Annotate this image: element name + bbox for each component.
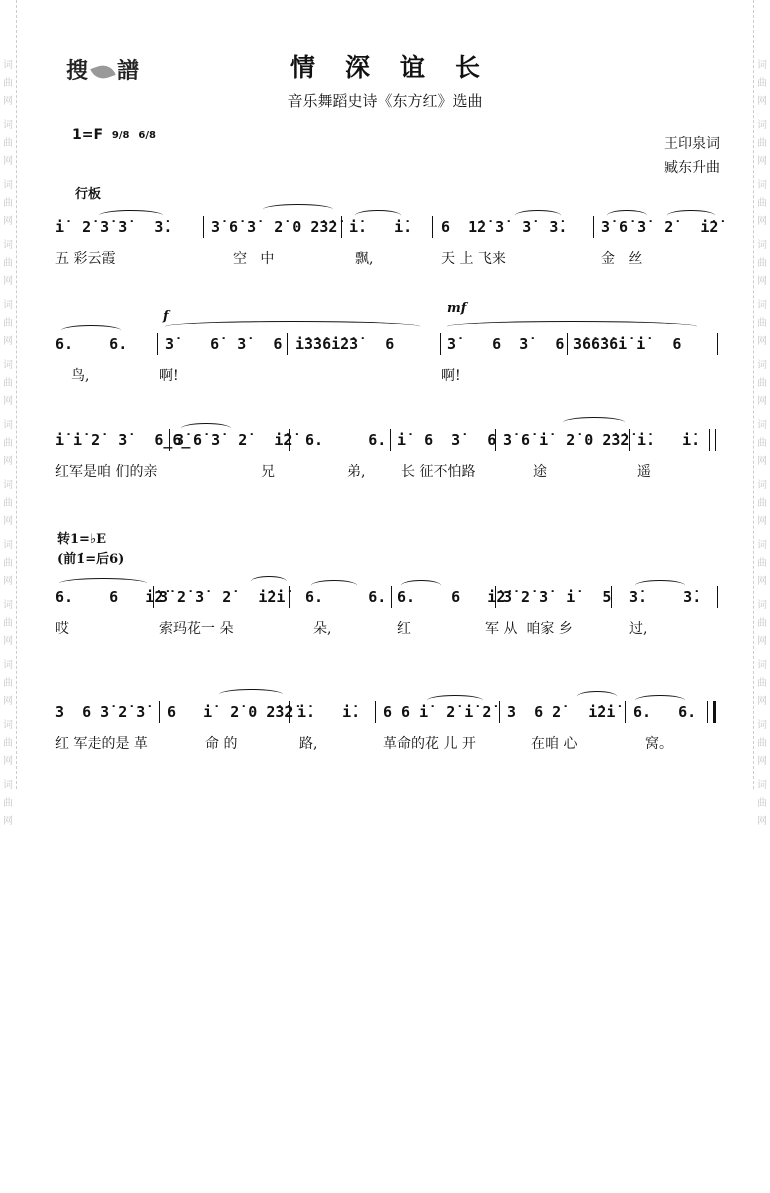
lyric: 途	[533, 464, 547, 480]
barline	[153, 586, 154, 608]
side-watermark-char: 网	[3, 456, 13, 467]
side-watermark-char: 曲	[3, 318, 13, 329]
side-watermark-char: 词	[757, 180, 767, 191]
side-watermark-char: 曲	[3, 78, 13, 89]
barline	[709, 429, 710, 451]
side-watermark-char: 曲	[757, 438, 767, 449]
side-watermark-char: 曲	[3, 438, 13, 449]
side-watermark-char: 词	[757, 480, 767, 491]
side-watermark-char: 词	[757, 660, 767, 671]
barline	[567, 333, 568, 355]
lyric: 飘,	[355, 251, 374, 267]
barline	[707, 701, 708, 723]
measure: i̇ 2̇ 3̇ 3̇ 3̇.	[55, 218, 173, 236]
side-watermark-char: 曲	[757, 258, 767, 269]
side-watermark-char: 网	[3, 756, 13, 767]
measure: 6. 6 i̇2̇	[397, 588, 506, 606]
side-watermark-char: 曲	[3, 738, 13, 749]
barline	[159, 701, 160, 723]
measure: 6. 6.	[305, 431, 387, 449]
measure: 6 1̇2̇ 3̇ 3̇ 3̇.	[441, 218, 568, 236]
side-watermark-char: 网	[3, 696, 13, 707]
side-watermark-char: 曲	[757, 138, 767, 149]
slur	[181, 423, 231, 434]
side-watermark-char: 词	[757, 540, 767, 551]
slur	[447, 321, 697, 332]
notes-row	[55, 214, 725, 240]
slur	[165, 321, 420, 332]
measure: 3̇ 6 3̇ 6	[447, 335, 565, 353]
measure: i̇ 6 3̇ 6	[397, 431, 497, 449]
side-watermark-char: 网	[3, 396, 13, 407]
measure: i̇. i̇.	[297, 703, 361, 721]
side-watermark-char: 网	[757, 216, 767, 227]
barline	[169, 429, 170, 451]
lyric: 红 军走的是 革	[55, 736, 148, 752]
logo-text-1: 搜	[66, 59, 90, 84]
side-watermark-char: 曲	[757, 678, 767, 689]
side-watermark-char: 词	[757, 240, 767, 251]
notes-row	[55, 699, 725, 725]
side-watermark-char: 词	[757, 300, 767, 311]
side-watermark-char: 词	[3, 120, 13, 131]
side-watermark-char: 网	[3, 276, 13, 287]
lyric: 啊!	[441, 368, 461, 384]
barline	[289, 701, 290, 723]
lyric: 朵,	[313, 621, 332, 637]
lyric: 红军是咱 们的亲	[55, 464, 158, 480]
measure: 3 6 3̇ 2̇ 3̇	[55, 703, 146, 721]
measure: 6. 6.	[55, 335, 128, 353]
slur	[515, 210, 561, 221]
lyric: 红	[397, 621, 411, 637]
measure: 6. 6.	[633, 703, 697, 721]
song-title: 情深谊长	[289, 53, 510, 82]
lyric: 五 彩云霞	[55, 251, 116, 267]
slur	[219, 689, 283, 700]
time-sig-1-value: 9/8	[111, 129, 130, 141]
side-watermark-char: 曲	[757, 738, 767, 749]
barline	[157, 333, 158, 355]
side-watermark-char: 网	[757, 576, 767, 587]
side-watermark-char: 曲	[757, 378, 767, 389]
side-watermark-char: 网	[757, 276, 767, 287]
side-watermark-char: 词	[757, 120, 767, 131]
barline	[289, 586, 290, 608]
slur	[263, 204, 333, 215]
lyric: 窝。	[645, 736, 673, 752]
measure: 3 6 2̇ i̇2̇i̇	[507, 703, 616, 721]
side-watermark-char: 网	[3, 156, 13, 167]
barline	[717, 586, 718, 608]
slur	[577, 691, 617, 702]
staff-line-1	[55, 214, 725, 270]
barline	[717, 333, 718, 355]
lyricist: 王印泉词	[664, 136, 720, 152]
slur	[59, 578, 147, 589]
lyric: 啊!	[159, 368, 179, 384]
barline	[440, 333, 441, 355]
side-watermark-char: 网	[757, 336, 767, 347]
slur	[635, 580, 685, 591]
side-watermark-char: 网	[757, 636, 767, 647]
side-watermark-char: 网	[3, 516, 13, 527]
side-watermark-char: 网	[3, 576, 13, 587]
measure: 6. 6 i̇2̇	[55, 588, 164, 606]
lyric: 哎	[55, 621, 69, 637]
measure: 3̇ 6̇ 3̇ 2̇ i̇2̇	[175, 431, 293, 449]
side-watermark-char: 网	[757, 696, 767, 707]
lyrics-row	[55, 365, 725, 387]
barline	[390, 429, 391, 451]
side-watermark-char: 词	[757, 720, 767, 731]
final-barline	[713, 701, 716, 723]
measure: 3̇ 2̇ 3̇ i̇ 5	[503, 588, 612, 606]
staff-line-4	[55, 584, 725, 640]
barline	[287, 333, 288, 355]
slur	[311, 580, 357, 591]
time-signature-2	[138, 131, 156, 140]
composer: 臧东升曲	[664, 160, 720, 176]
staff-line-2	[55, 301, 725, 387]
side-watermark-char: 曲	[757, 318, 767, 329]
notes-row	[55, 584, 725, 610]
side-watermark-char: 网	[757, 756, 767, 767]
side-watermark-char: 网	[3, 96, 13, 107]
barline	[341, 216, 342, 238]
side-watermark-char: 网	[3, 336, 13, 347]
barline	[715, 429, 716, 451]
side-watermark-char: 词	[3, 420, 13, 431]
measure: i̇3̇3̇6̇i̇2̇3̇ 6	[295, 335, 395, 353]
lyric: 革命的花 儿 开	[383, 736, 476, 752]
time-sig-2-value: 6/8	[138, 129, 156, 141]
barline	[593, 216, 594, 238]
lyric: 命 的	[205, 736, 238, 752]
side-watermark-char: 词	[3, 180, 13, 191]
side-watermark-char: 网	[3, 816, 13, 827]
measure: 3̇ 6̇ 3̇ 2̇ i̇2̇	[601, 218, 719, 236]
side-watermark-char: 网	[757, 396, 767, 407]
measure: 3̇ 6̇ i̇ 2̇ 0 2̇3̇2̇	[503, 431, 630, 449]
side-watermark-char: 词	[3, 660, 13, 671]
side-watermark-char: 词	[3, 360, 13, 371]
side-watermark-char: 词	[757, 420, 767, 431]
lyric: 索玛花一 朵	[159, 621, 234, 637]
key-label: 1=F	[72, 127, 104, 143]
notes-row	[55, 427, 725, 453]
lyric: 空 中	[233, 251, 275, 267]
side-watermark-char: 词	[3, 300, 13, 311]
side-watermark-char: 词	[3, 60, 13, 71]
side-watermark-char: 网	[757, 516, 767, 527]
side-watermark-char: 曲	[757, 498, 767, 509]
slur	[635, 695, 685, 706]
side-watermark-char: 曲	[3, 498, 13, 509]
notes-row	[55, 331, 725, 357]
side-watermark-char: 曲	[3, 138, 13, 149]
side-watermark-char: 曲	[3, 558, 13, 569]
right-watermark-column	[753, 0, 770, 827]
lyric: 在咱 心	[531, 736, 578, 752]
lyric: 路,	[299, 736, 318, 752]
measure: 3̇6̇6̇3̇6̇i̇ i̇ 6	[573, 335, 682, 353]
barline	[203, 216, 204, 238]
slur	[563, 417, 625, 428]
barline	[499, 701, 500, 723]
tempo-marking: 行板	[75, 187, 102, 202]
measure: 3̇ 6̇ 3̇ 2̇ 0 2̇3̇2̇	[211, 218, 338, 236]
side-watermark-char: 网	[3, 636, 13, 647]
slur	[401, 580, 441, 591]
staff-line-5	[55, 699, 725, 755]
side-watermark-char: 曲	[3, 258, 13, 269]
logo-text-2: 譜	[117, 59, 141, 84]
side-watermark-char: 网	[757, 816, 767, 827]
side-watermark-char: 网	[757, 456, 767, 467]
measure: 6. 6.	[305, 588, 387, 606]
lyric: 军 从 咱家 乡	[485, 621, 573, 637]
dynamic-marking: mf	[447, 301, 467, 316]
side-watermark-char: 曲	[757, 618, 767, 629]
side-watermark-char: 曲	[3, 678, 13, 689]
lyric: 长 征不怕路	[401, 464, 476, 480]
barline	[495, 429, 496, 451]
barline	[375, 701, 376, 723]
slur	[61, 325, 121, 336]
lyrics-row	[55, 248, 725, 270]
lyric: 鸟,	[71, 368, 90, 384]
side-watermark-char: 词	[3, 780, 13, 791]
side-watermark-char: 词	[3, 540, 13, 551]
modulation-note: (前1̇=后6)	[57, 552, 125, 567]
measure: 6 6 i̇ 2̇ i̇ 2̇	[383, 703, 492, 721]
side-watermark-char: 曲	[757, 798, 767, 809]
barline	[289, 429, 290, 451]
time-signature-1	[112, 131, 130, 140]
lyric: 兄	[261, 464, 275, 480]
measure: i̇ i̇ 2̇ 3̇ 6̲6̲	[55, 431, 191, 449]
side-watermark-char: 曲	[757, 78, 767, 89]
slur	[251, 576, 287, 587]
side-watermark-char: 词	[3, 240, 13, 251]
modulation-key: 转1=♭E	[57, 532, 106, 547]
song-subtitle: 音乐舞蹈史诗《东方红》选曲	[287, 92, 483, 110]
measure: i̇. i̇.	[349, 218, 413, 236]
slur	[607, 210, 647, 221]
slur	[355, 210, 401, 221]
lyrics-row	[55, 461, 725, 483]
side-watermark-char: 词	[757, 600, 767, 611]
lyrics-row	[55, 733, 725, 755]
side-watermark-char: 词	[757, 60, 767, 71]
side-watermark-char: 曲	[3, 618, 13, 629]
side-watermark-char: 曲	[757, 198, 767, 209]
credits	[664, 132, 720, 180]
side-watermark-char: 网	[3, 216, 13, 227]
side-watermark-char: 曲	[757, 558, 767, 569]
barline	[611, 586, 612, 608]
measure: 3̇ 6̇ 3̇ 6	[165, 335, 283, 353]
slur	[99, 210, 163, 221]
side-watermark-char: 曲	[3, 378, 13, 389]
side-watermark-char: 词	[3, 720, 13, 731]
lyric: 天 上 飞来	[441, 251, 506, 267]
side-watermark-char: 词	[757, 360, 767, 371]
staff-line-3	[55, 427, 725, 483]
barline	[629, 429, 630, 451]
lyric: 遥	[637, 464, 651, 480]
barline	[625, 701, 626, 723]
measure: i̇. i̇.	[637, 431, 701, 449]
measure: 3̇ 2̇ 3̇ 2̇ i̇2̇i̇	[159, 588, 286, 606]
side-watermark-char: 曲	[3, 198, 13, 209]
side-watermark-char: 网	[757, 96, 767, 107]
key-signature	[72, 127, 156, 143]
side-watermark-char: 网	[757, 156, 767, 167]
slur	[667, 210, 715, 221]
dynamic-marking: f	[163, 309, 169, 324]
barline	[495, 586, 496, 608]
lyrics-row	[55, 618, 725, 640]
side-watermark-char: 曲	[3, 798, 13, 809]
measure: 6 i̇ 2̇ 0 2̇3̇2̇	[167, 703, 294, 721]
barline	[432, 216, 433, 238]
lyric: 金 丝	[601, 251, 643, 267]
side-watermark-char: 词	[3, 600, 13, 611]
measure: 3̇. 3̇.	[629, 588, 702, 606]
side-watermark-char: 词	[757, 780, 767, 791]
left-watermark-column	[0, 0, 17, 827]
lyric: 弟,	[347, 464, 366, 480]
lyric: 过,	[629, 621, 648, 637]
side-watermark-char: 词	[3, 480, 13, 491]
slur	[427, 695, 483, 706]
barline	[391, 586, 392, 608]
